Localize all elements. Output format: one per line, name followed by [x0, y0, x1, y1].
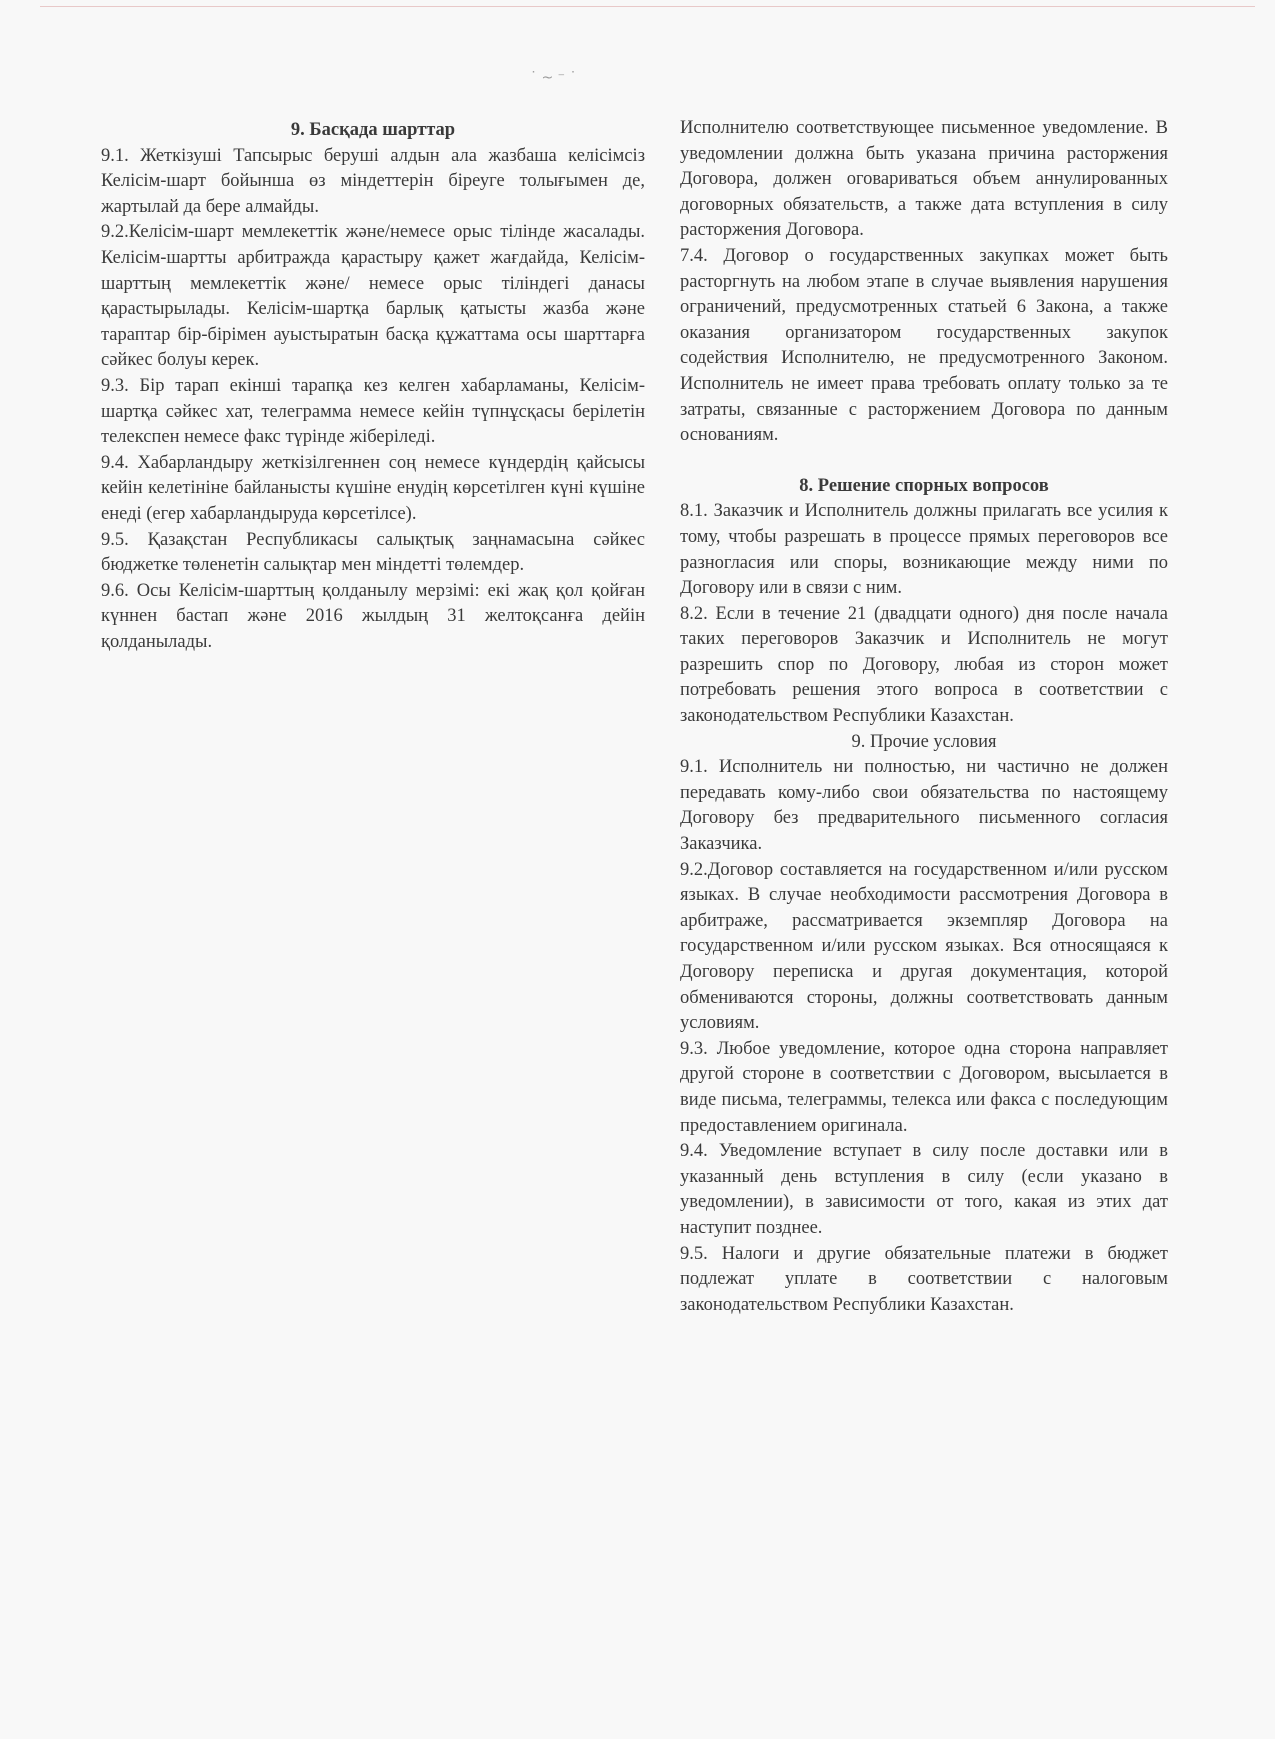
spacer — [680, 449, 1168, 474]
right-column — [680, 116, 1168, 1318]
left-column — [101, 118, 645, 655]
paragraph: 9.2.Келісім-шарт мемлекеттік және/немесе орыс тілінде жасалады. Келісім-шартты арбитражда қарастыру қажет жағдайда, Келісім-шарттың мемлекеттік және/ немесе орыс тіліндегі данасы қарастырылады. Келісім-шартқа барлық қатысты жазба және тараптар бір-бірімен ауыстыратын басқа құжаттама осы шарттарға сәйкес болуы керек. — [101, 222, 645, 371]
scan-edge-line — [40, 6, 1255, 7]
paragraph: 9.5. Қазақстан Республикасы салықтық заңнамасына сәйкес бюджетке төленетін салықтар мен міндетті төлемдер. — [101, 529, 645, 576]
section-heading-9: 9. Прочие условия — [851, 731, 997, 752]
paragraph: 9.4. Хабарландыру жеткізілгеннен соң немесе күндердің қайсысы кейін келетініне байланысты күшіне енудің көрсетілген күні күшіне енеді (егер хабарландыруда көрсетілсе). — [101, 452, 645, 524]
scan-artifact: ˙ ~ ⁻ ˙ — [530, 70, 577, 86]
section-heading-8: 8. Решение спорных вопросов — [799, 475, 1049, 496]
section-heading-kz: 9. Басқада шарттар — [290, 120, 456, 140]
paragraph: 9.4. Уведомление вступает в силу после доставки или в указанный день вступления в силу (если указано в уведомлении), в зависимости от того, какая из этих дат наступит позднее. — [680, 1141, 1168, 1238]
paragraph: 9.5. Налоги и другие обязательные платежи в бюджет подлежат уплате в соответствии с налоговым законодательством Республики Казахстан. — [680, 1243, 1168, 1315]
paragraph: 8.1. Заказчик и Исполнитель должны прилагать все усилия к тому, чтобы разрешать в процессе прямых переговоров все разногласия или споры, возникающие между ними по Договору или в связи с ним. — [680, 501, 1168, 599]
paragraph: 9.3. Любое уведомление, которое одна сторона направляет другой стороне в соответствии с Договором, высылается в виде письма, телеграммы, телекса или факса с последующим предоставлением оригинала. — [680, 1038, 1168, 1136]
paragraph: 9.1. Исполнитель ни полностью, ни частично не должен передавать кому-либо свои обязательства по настоящему Договору без предварительного письменного согласия Заказчика. — [680, 757, 1168, 855]
paragraph: 9.1. Жеткізуші Тапсырыс беруші алдын ала жазбаша келісімсіз Келісім-шарт бойынша өз міндеттерін біреуге толығымен де, жартылай да бере алмайды. — [101, 145, 645, 217]
paragraph: 9.2.Договор составляется на государственном и/или русском языках. В случае необходимости рассмотрения Договора в арбитраже, рассматривается экземпляр Договора на государственном и/или русском языках. Вся относящаяся к Договору переписка и другая документация, которой обмениваются стороны, должны соответствовать данным условиям. — [680, 859, 1168, 1034]
paragraph: 7.4. Договор о государственных закупках может быть расторгнуть на любом этапе в случае выявления нарушения ограничений, предусмотренных статьей 6 Закона, а также оказания организатором государственных закупок содействия Исполнителю, не предусмотренного Законом. Исполнитель не имеет права требовать оплату только за те затраты, связанные с расторжением Договора по данным основаниям. — [680, 245, 1168, 446]
paragraph: 9.3. Бір тарап екінші тарапқа кез келген хабарламаны, Келісім-шартқа сәйкес хат, телеграмма немесе кейін түпнұсқасы берілетін телекспен немесе факс түрінде жіберіледі. — [101, 375, 645, 448]
paragraph: Исполнителю соответствующее письменное уведомление. В уведомлении должна быть указана причина расторжения Договора, должен оговариваться объем аннулированных договорных обязательств, а также дата вступления в силу расторжения Договора. — [680, 118, 1168, 241]
paragraph: 8.2. Если в течение 21 (двадцати одного) дня после начала таких переговоров Заказчик и Исполнитель не могут разрешить спор по Договору, любая из сторон может потребовать решения этого вопроса в соответствии с законодательством Республики Казахстан. — [680, 603, 1168, 727]
paragraph: 9.6. Осы Келісім-шарттың қолданылу мерзімі: екі жақ қол қойған күннен бастап және 2016 жылдың 31 желтоқсанға дейін қолданылады. — [101, 580, 645, 652]
